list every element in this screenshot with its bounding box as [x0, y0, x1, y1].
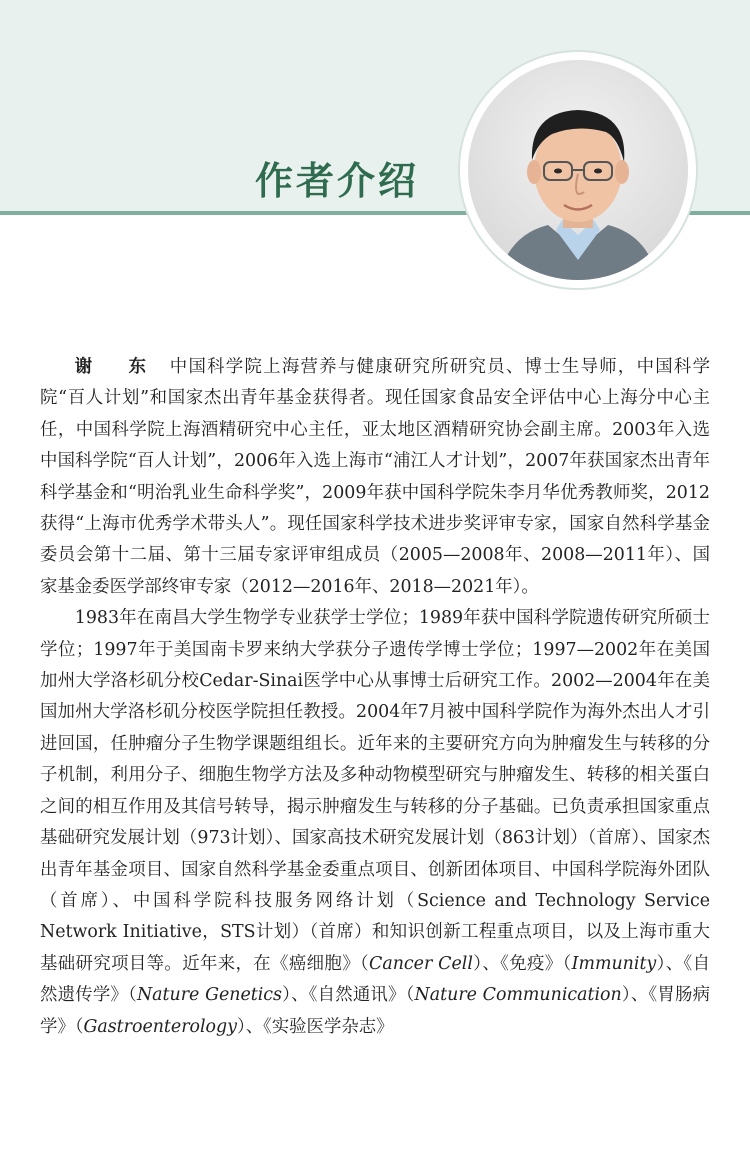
- journal-cancer-cell: Cancer Cell: [369, 953, 473, 974]
- page-title: 作者介绍: [255, 159, 420, 203]
- author-bio: [40, 352, 710, 1043]
- journal-immunity: Immunity: [571, 953, 657, 974]
- journal-nature-genetics: Nature Genetics: [136, 985, 282, 1006]
- separator-3: ）、《自然通讯》（: [281, 985, 415, 1006]
- bio-paragraph-2-text: 1983年在南昌大学生物学专业获学士学位；1989年获中国科学院遗传研究所硕士学位；1997年于美国南卡罗来纳大学获分子遗传学博士学位；1997—2002年在美国加州大学洛杉矶分校Cedar-Sinai医学中心从事博士后研究工作。2002—2004年在美国加州大学洛杉矶分校医学院担任教授。2004年7月被中国科学院作为海外杰出人才引进回国，任肿瘤分子生物学课题组组长。近年来的主要研究方向为肿瘤发生与转移的分子机制，利用分子、细胞生物学方法及多种动物模型研究与肿瘤发生、转移的相关蛋白之间的相互作用及其信号转导，揭示肿瘤发生与转移的分子基础。已负责承担国家重点基础研究发展计划（973计划）、国家高技术研究发展计划（863计划）（首席）、国家杰出青年基金项目、国家自然科学基金委重点项目、创新团体项目、中国科学院海外团队（首席）、中国科学院科技服务网络计划（Science and Technology Service Network Initiative，STS计划）（首席）和知识创新工程重点项目，以及上海市重大基础研究项目等。近年来，在《癌细胞》（: [40, 608, 710, 974]
- bio-paragraph-1: [40, 352, 710, 603]
- separator-1: ）、《免疫》（: [472, 953, 572, 974]
- separator-5: ）、《实验医学杂志》: [237, 1016, 394, 1037]
- author-portrait-icon: [468, 60, 688, 280]
- separator-4: ）、《胃肠病学》（: [40, 985, 710, 1037]
- journal-nature-communication: Nature Communication: [414, 985, 622, 1006]
- bio-paragraph-2: [40, 603, 710, 1043]
- author-name: 谢 东: [74, 357, 162, 377]
- journal-gastroenterology: Gastroenterology: [83, 1016, 237, 1037]
- separator-2: ）、《自然遗传学》（: [40, 953, 710, 1006]
- author-photo-frame: [460, 52, 696, 288]
- bio-paragraph-1-text: 中国科学院上海营养与健康研究所研究员、博士生导师，中国科学院“百人计划”和国家杰出青年基金获得者。现任国家食品安全评估中心上海分中心主任，中国科学院上海酒精研究中心主任，亚太地区酒精研究协会副主席。2003年入选中国科学院“百人计划”，2006年入选上海市“浦江人才计划”，2007年获国家杰出青年科学基金和“明治乳业生命科学奖”，2009年获中国科学院朱李月华优秀教师奖，2012获得“上海市优秀学术带头人”。现任国家科学技术进步奖评审专家，国家自然科学基金委员会第十二届、第十三届专家评审组成员（2005—2008年、2008—2011年）、国家基金委医学部终审专家（2012—2016年、2018—2021年）。: [40, 357, 710, 597]
